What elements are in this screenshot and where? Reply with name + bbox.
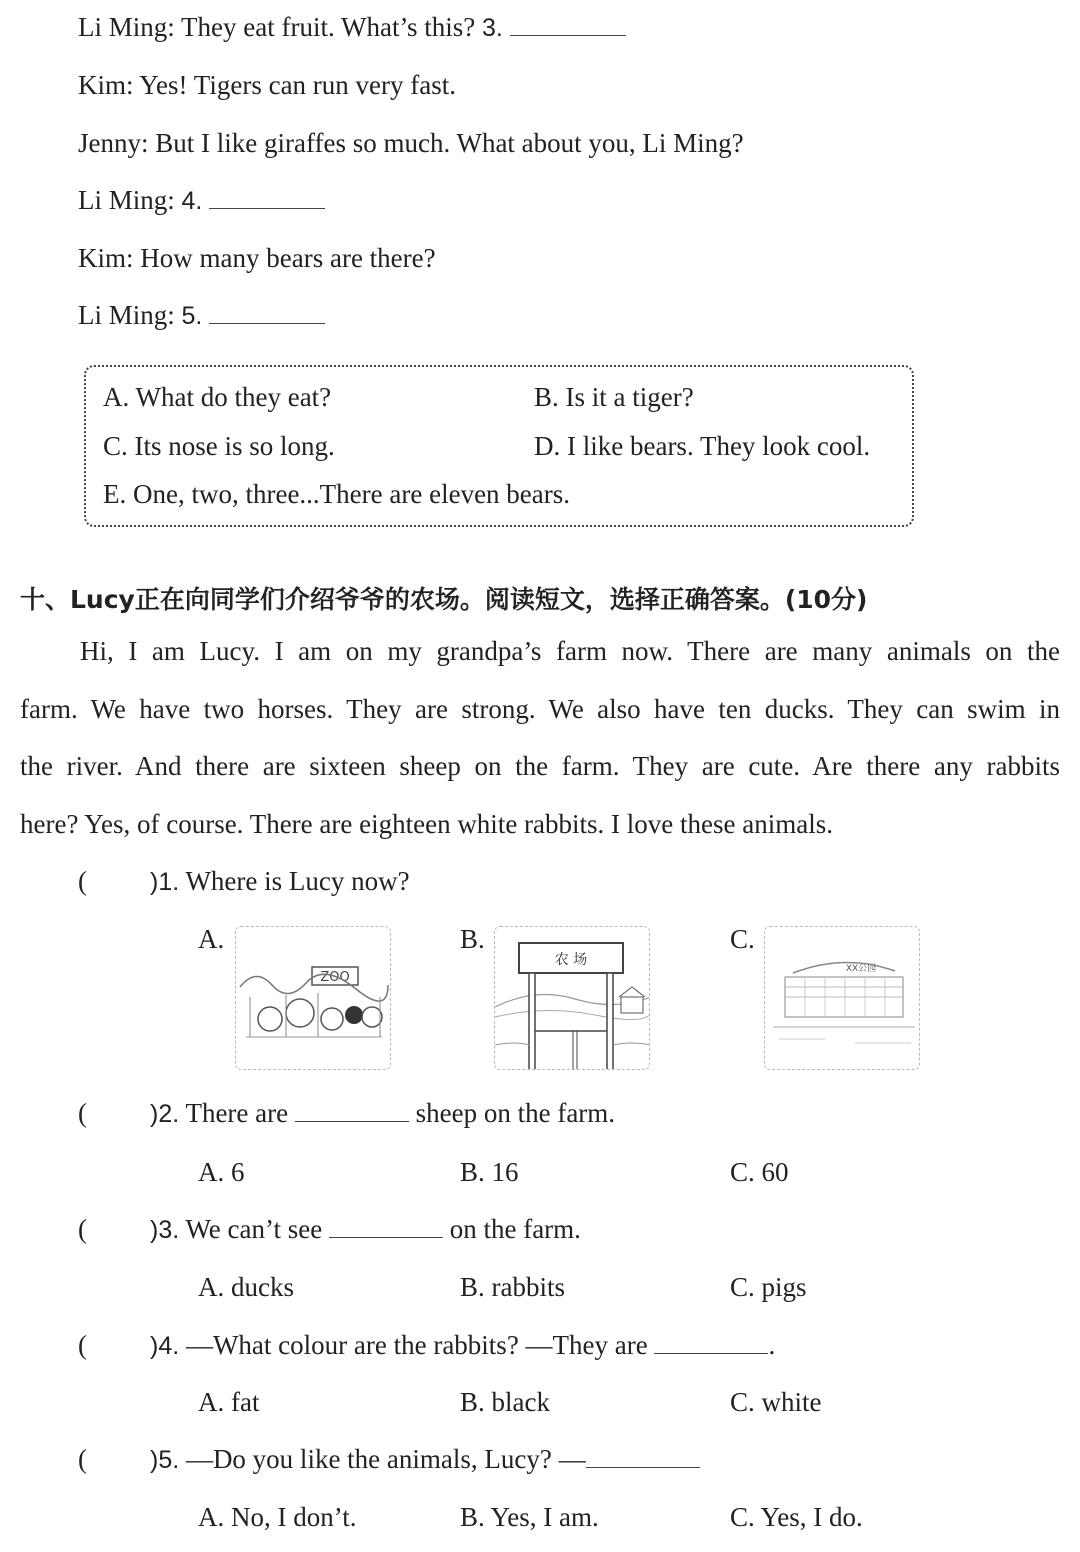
speaker: Kim: xyxy=(78,70,134,100)
pic-option-b-label: B. xyxy=(460,924,485,954)
dialogue-text: Yes! Tigers can run very fast. xyxy=(139,70,457,100)
question-number: 3. xyxy=(481,14,503,42)
speaker: Li Ming: xyxy=(78,12,175,42)
speaker: Li Ming: xyxy=(78,300,175,330)
answer-paren-open[interactable]: ( xyxy=(78,866,87,896)
q2-option-c[interactable]: C. 60 xyxy=(730,1157,789,1187)
q3-option-a[interactable]: A. ducks xyxy=(198,1272,294,1302)
farm-picture[interactable] xyxy=(494,926,650,1070)
pic-option-c-label: C. xyxy=(730,924,755,954)
speaker: Li Ming: xyxy=(78,185,175,215)
passage-line-4: here? Yes, of course. There are eighteen white rabbits. I love these animals. xyxy=(20,809,833,839)
q3-option-c[interactable]: C. pigs xyxy=(730,1272,807,1302)
pic-option-a-label: A. xyxy=(198,924,225,954)
answer-blank[interactable] xyxy=(295,1107,409,1122)
q2-option-a[interactable]: A. 6 xyxy=(198,1157,245,1187)
question-2 xyxy=(150,1098,615,1129)
answer-paren-open[interactable]: ( xyxy=(78,1444,87,1474)
question-number: 5. xyxy=(181,302,203,330)
dialogue-line-6 xyxy=(78,300,325,331)
question-text: . xyxy=(768,1330,776,1360)
question-number: )2. xyxy=(150,1100,180,1128)
q4-option-c[interactable]: C. white xyxy=(730,1387,822,1417)
question-4 xyxy=(150,1330,775,1361)
park-illustration xyxy=(765,927,920,1070)
answer-blank[interactable] xyxy=(209,309,325,324)
q3-option-b[interactable]: B. rabbits xyxy=(460,1272,565,1302)
q2-option-b[interactable]: B. 16 xyxy=(460,1157,519,1187)
farm-sign-text: 农 场 xyxy=(554,952,588,968)
answer-paren-open[interactable]: ( xyxy=(78,1330,87,1360)
question-number: )1. xyxy=(150,868,180,896)
answer-paren-open[interactable]: ( xyxy=(78,1214,87,1244)
question-number: )5. xyxy=(150,1446,180,1474)
option-a: A. What do they eat? xyxy=(103,382,332,412)
dialogue-line-3 xyxy=(78,128,744,159)
question-number: )4. xyxy=(150,1332,180,1360)
dialogue-line-4 xyxy=(78,185,325,216)
option-d: D. I like bears. They look cool. xyxy=(534,431,871,461)
dialogue-text: But I like giraffes so much. What about you, Li Ming? xyxy=(155,128,744,158)
answer-paren-open[interactable]: ( xyxy=(78,1098,87,1128)
question-5 xyxy=(150,1444,700,1475)
question-text: —What colour are the rabbits? —They are xyxy=(185,1330,648,1360)
answer-blank[interactable] xyxy=(586,1453,700,1468)
question-text: Where is Lucy now? xyxy=(185,866,410,896)
dialogue-line-1 xyxy=(78,12,626,43)
dialogue-line-5 xyxy=(78,243,436,274)
dialogue-line-2 xyxy=(78,70,456,101)
question-number: )3. xyxy=(150,1216,180,1244)
question-text: We can’t see xyxy=(185,1214,323,1244)
answer-blank[interactable] xyxy=(510,21,626,36)
q5-option-a[interactable]: A. No, I don’t. xyxy=(198,1502,357,1532)
question-text: —Do you like the animals, Lucy? — xyxy=(185,1444,586,1474)
option-e: E. One, two, three...There are eleven bears. xyxy=(103,479,571,509)
zoo-illustration xyxy=(236,927,391,1070)
answer-blank[interactable] xyxy=(654,1339,768,1354)
q4-option-a[interactable]: A. fat xyxy=(198,1387,260,1417)
q5-option-b[interactable]: B. Yes, I am. xyxy=(460,1502,599,1532)
q4-option-b[interactable]: B. black xyxy=(460,1387,550,1417)
passage-line-3: the river. And there are sixteen sheep on the farm. They are cute. Are there any rabbits xyxy=(20,751,1060,781)
question-number: 4. xyxy=(181,187,203,215)
dialogue-text: How many bears are there? xyxy=(140,243,436,273)
park-picture[interactable] xyxy=(764,926,920,1070)
answer-blank[interactable] xyxy=(209,194,325,209)
question-text: sheep on the farm. xyxy=(415,1098,616,1128)
passage-line-1: Hi, I am Lucy. I am on my grandpa’s farm now. There are many animals on the xyxy=(80,636,1060,666)
park-sign-text: XX公园 xyxy=(845,964,877,974)
farm-illustration xyxy=(495,927,650,1070)
zoo-picture[interactable] xyxy=(235,926,391,1070)
question-3 xyxy=(150,1214,581,1245)
zoo-sign-text: ZOO xyxy=(320,970,350,985)
question-text: on the farm. xyxy=(449,1214,581,1244)
passage-line-2: farm. We have two horses. They are strong. We also have ten ducks. They can swim in xyxy=(20,694,1060,724)
q5-option-c[interactable]: C. Yes, I do. xyxy=(730,1502,863,1532)
option-c: C. Its nose is so long. xyxy=(103,431,335,461)
question-1 xyxy=(150,866,410,897)
option-b: B. Is it a tiger? xyxy=(534,382,694,412)
question-text: There are xyxy=(185,1098,289,1128)
speaker: Kim: xyxy=(78,243,134,273)
dialogue-text: They eat fruit. What’s this? xyxy=(181,12,476,42)
answer-blank[interactable] xyxy=(329,1223,443,1238)
speaker: Jenny: xyxy=(78,128,149,158)
section-heading: 十、Lucy正在向同学们介绍爷爷的农场。阅读短文，选择正确答案。(10分) xyxy=(20,585,868,614)
